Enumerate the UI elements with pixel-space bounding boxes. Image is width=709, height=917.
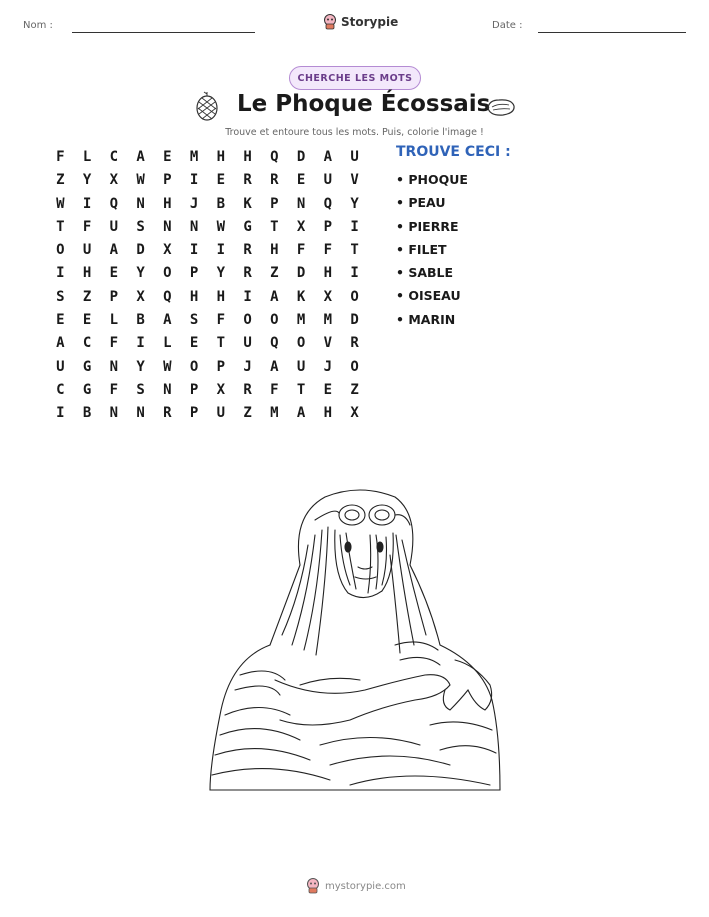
grid-cell[interactable]: A — [296, 405, 306, 422]
grid-cell[interactable]: Q — [163, 288, 172, 305]
grid-cell[interactable]: U — [82, 242, 92, 259]
grid-cell[interactable]: J — [323, 358, 333, 375]
grid-cell[interactable]: V — [323, 335, 333, 352]
grid-cell[interactable]: A — [136, 149, 145, 165]
grid-cell[interactable]: A — [323, 149, 333, 165]
grid-row — [47, 239, 368, 262]
grid-cell[interactable]: I — [56, 265, 65, 282]
grid-cell[interactable]: D — [296, 149, 306, 165]
grid-cell[interactable]: E — [216, 172, 226, 189]
grid-cell[interactable]: R — [270, 172, 279, 189]
grid-cell[interactable]: O — [270, 312, 279, 329]
grid-cell[interactable]: U — [216, 405, 226, 422]
grid-cell[interactable]: S — [56, 288, 65, 305]
grid-cell[interactable]: T — [296, 381, 306, 398]
footer-url[interactable]: mystorypie.com — [325, 880, 406, 892]
grid-cell[interactable]: O — [350, 288, 359, 305]
word-list-item: • PHOQUE — [396, 172, 468, 187]
grid-cell[interactable]: A — [163, 312, 172, 329]
grid-cell[interactable]: G — [82, 381, 92, 398]
grid-cell[interactable]: C — [82, 335, 92, 352]
grid-cell[interactable]: Y — [350, 195, 359, 212]
grid-row — [47, 193, 368, 216]
grid-cell[interactable]: Z — [243, 405, 252, 422]
footer — [306, 878, 406, 894]
grid-cell[interactable]: D — [350, 312, 359, 329]
word-list-item: • PEAU — [396, 195, 446, 211]
grid-cell[interactable]: U — [109, 218, 119, 235]
grid-cell[interactable]: E — [323, 381, 333, 398]
grid-cell[interactable]: C — [56, 381, 65, 398]
grid-cell[interactable]: H — [82, 265, 92, 282]
grid-cell[interactable]: S — [136, 381, 145, 398]
grid-row — [47, 309, 368, 332]
grid-cell[interactable]: I — [82, 195, 92, 212]
grid-cell[interactable]: F — [323, 242, 333, 259]
word-list-item: • SABLE — [396, 265, 454, 281]
grid-row — [47, 146, 368, 169]
grid-cell[interactable]: E — [163, 149, 172, 165]
grid-cell[interactable]: S — [189, 312, 199, 329]
grid-cell[interactable]: E — [56, 312, 65, 329]
page-title: Le Phoque Écossais — [237, 91, 491, 117]
grid-cell[interactable]: I — [189, 172, 199, 189]
grid-row — [47, 216, 368, 239]
grid-cell[interactable]: W — [163, 358, 172, 375]
grid-cell[interactable]: F — [296, 242, 306, 259]
grid-cell[interactable]: R — [243, 265, 252, 282]
grid-cell[interactable]: H — [323, 405, 333, 422]
grid-cell[interactable]: Z — [56, 172, 65, 189]
grid-cell[interactable]: O — [56, 242, 65, 259]
grid-row — [47, 332, 368, 355]
grid-cell[interactable]: Y — [216, 265, 226, 282]
header — [0, 14, 709, 44]
grid-cell[interactable]: N — [163, 381, 172, 398]
grid-cell[interactable]: N — [163, 218, 172, 235]
grid-cell[interactable]: N — [136, 405, 145, 422]
grid-cell[interactable]: P — [109, 288, 119, 305]
grid-cell[interactable]: X — [296, 218, 306, 235]
title-row — [0, 90, 709, 126]
grid-cell[interactable]: H — [163, 195, 172, 212]
grid-cell[interactable]: O — [350, 358, 359, 375]
grid-cell[interactable]: P — [163, 172, 172, 189]
grid-cell[interactable]: T — [216, 335, 226, 352]
grid-cell[interactable]: P — [189, 265, 199, 282]
brand-logo — [323, 14, 398, 30]
grid-cell[interactable]: Y — [136, 265, 145, 282]
grid-cell[interactable]: Q — [270, 149, 279, 165]
grid-row — [47, 286, 368, 309]
grid-cell[interactable]: P — [216, 358, 226, 375]
grid-cell[interactable]: E — [82, 312, 92, 329]
grid-row — [47, 356, 368, 379]
grid-cell[interactable]: J — [243, 358, 252, 375]
grid-cell[interactable]: H — [189, 288, 199, 305]
grid-cell[interactable]: D — [136, 242, 145, 259]
grid-row — [47, 402, 368, 425]
grid-cell[interactable]: F — [216, 312, 226, 329]
grid-row — [47, 169, 368, 192]
grid-cell[interactable]: T — [270, 218, 279, 235]
grid-cell[interactable]: H — [216, 149, 226, 165]
grid-cell[interactable]: I — [350, 265, 359, 282]
grid-cell[interactable]: N — [189, 218, 199, 235]
grid-cell[interactable]: F — [109, 335, 119, 352]
grid-cell[interactable]: K — [243, 195, 252, 212]
grid-cell[interactable]: N — [109, 358, 119, 375]
name-line — [72, 32, 255, 33]
grid-cell[interactable]: P — [189, 405, 199, 422]
coloring-illustration — [200, 485, 510, 810]
word-list-item: • OISEAU — [396, 288, 461, 304]
grid-cell[interactable]: Q — [270, 335, 279, 352]
grid-cell[interactable]: W — [56, 195, 65, 212]
grid-cell[interactable]: H — [270, 242, 279, 259]
word-list-item: • PIERRE — [396, 218, 459, 234]
grid-cell[interactable]: K — [296, 288, 306, 305]
grid-cell[interactable]: G — [243, 218, 252, 235]
grid-cell[interactable]: W — [136, 172, 145, 189]
date-label: Date : — [492, 20, 523, 31]
stone-icon — [485, 96, 517, 118]
grid-cell[interactable]: J — [189, 195, 199, 212]
grid-cell[interactable]: V — [350, 172, 359, 189]
grid-cell[interactable]: A — [270, 288, 279, 305]
grid-cell[interactable]: X — [350, 405, 359, 422]
grid-cell[interactable]: L — [82, 149, 92, 165]
grid-cell[interactable]: U — [243, 335, 252, 352]
grid-cell[interactable]: R — [243, 242, 252, 259]
word-search-grid — [47, 146, 368, 426]
instructions: Trouve et entoure tous les mots. Puis, colorie l'image ! — [225, 127, 484, 138]
grid-cell[interactable]: T — [56, 218, 65, 235]
grid-cell[interactable]: Z — [82, 288, 92, 305]
grid-cell[interactable]: M — [189, 149, 199, 165]
grid-cell[interactable]: F — [56, 149, 65, 165]
grid-cell[interactable]: A — [270, 358, 279, 375]
grid-cell[interactable]: G — [82, 358, 92, 375]
grid-cell[interactable]: B — [82, 405, 92, 422]
grid-cell[interactable]: F — [270, 381, 279, 398]
grid-cell[interactable]: Z — [350, 381, 359, 398]
grid-cell[interactable]: Y — [82, 172, 92, 189]
grid-cell[interactable]: E — [109, 265, 119, 282]
grid-cell[interactable]: R — [243, 172, 252, 189]
grid-cell[interactable]: R — [350, 335, 359, 352]
grid-cell[interactable]: M — [270, 405, 279, 422]
brand-name: Storypie — [341, 15, 399, 29]
grid-cell[interactable]: U — [296, 358, 306, 375]
grid-row — [47, 379, 368, 402]
storypie-mascot-icon — [323, 14, 337, 30]
grid-cell[interactable]: M — [296, 312, 306, 329]
grid-cell[interactable]: P — [323, 218, 333, 235]
grid-cell[interactable]: O — [296, 335, 306, 352]
grid-cell[interactable]: A — [56, 335, 65, 352]
grid-cell[interactable]: L — [163, 335, 172, 352]
word-list-item: • FILET — [396, 241, 447, 257]
grid-cell[interactable]: O — [189, 358, 199, 375]
word-list-title: TROUVE CECI : — [396, 144, 511, 160]
grid-cell[interactable]: Q — [109, 195, 119, 212]
grid-cell[interactable]: U — [56, 358, 65, 375]
grid-cell[interactable]: T — [350, 242, 359, 259]
grid-cell[interactable]: Y — [136, 358, 145, 375]
grid-cell[interactable]: I — [189, 242, 199, 259]
word-list — [396, 144, 511, 331]
grid-cell[interactable]: Z — [270, 265, 279, 282]
grid-cell[interactable]: A — [109, 242, 119, 259]
grid-cell[interactable]: B — [216, 195, 226, 212]
grid-cell[interactable]: X — [163, 242, 172, 259]
grid-cell[interactable]: N — [296, 195, 306, 212]
grid-cell[interactable]: P — [270, 195, 279, 212]
grid-cell[interactable]: D — [296, 265, 306, 282]
grid-cell[interactable]: R — [243, 381, 252, 398]
grid-cell[interactable]: I — [56, 405, 65, 422]
storypie-mascot-icon — [306, 878, 320, 894]
grid-cell[interactable]: L — [109, 312, 119, 329]
grid-cell[interactable]: Q — [323, 195, 333, 212]
category-badge: CHERCHE LES MOTS — [289, 66, 421, 90]
grid-row — [47, 262, 368, 285]
grid-cell[interactable]: H — [243, 149, 252, 165]
grid-cell[interactable]: R — [163, 405, 172, 422]
grid-cell[interactable]: X — [109, 172, 119, 189]
grid-cell[interactable]: I — [243, 288, 252, 305]
grid-cell[interactable]: C — [109, 149, 119, 165]
grid-cell[interactable]: I — [350, 218, 359, 235]
date-line — [538, 32, 686, 33]
name-label: Nom : — [23, 20, 53, 31]
pinecone-icon — [194, 91, 220, 123]
grid-cell[interactable]: U — [350, 149, 359, 165]
grid-cell[interactable]: X — [136, 288, 145, 305]
grid-cell[interactable]: X — [323, 288, 333, 305]
grid-cell[interactable]: U — [323, 172, 333, 189]
grid-cell[interactable]: I — [136, 335, 145, 352]
grid-cell[interactable]: W — [216, 218, 226, 235]
grid-cell[interactable]: O — [243, 312, 252, 329]
grid-cell[interactable]: I — [216, 242, 226, 259]
grid-cell[interactable]: E — [189, 335, 199, 352]
grid-cell[interactable]: B — [136, 312, 145, 329]
grid-cell[interactable]: M — [323, 312, 333, 329]
grid-cell[interactable]: H — [323, 265, 333, 282]
grid-cell[interactable]: N — [136, 195, 145, 212]
grid-cell[interactable]: S — [136, 218, 145, 235]
grid-cell[interactable]: F — [109, 381, 119, 398]
grid-cell[interactable]: E — [296, 172, 306, 189]
grid-cell[interactable]: H — [216, 288, 226, 305]
grid-cell[interactable]: F — [82, 218, 92, 235]
word-list-item: • MARIN — [396, 311, 456, 327]
grid-cell[interactable]: N — [109, 405, 119, 422]
grid-cell[interactable]: O — [163, 265, 172, 282]
grid-cell[interactable]: P — [189, 381, 199, 398]
grid-cell[interactable]: X — [216, 381, 226, 398]
